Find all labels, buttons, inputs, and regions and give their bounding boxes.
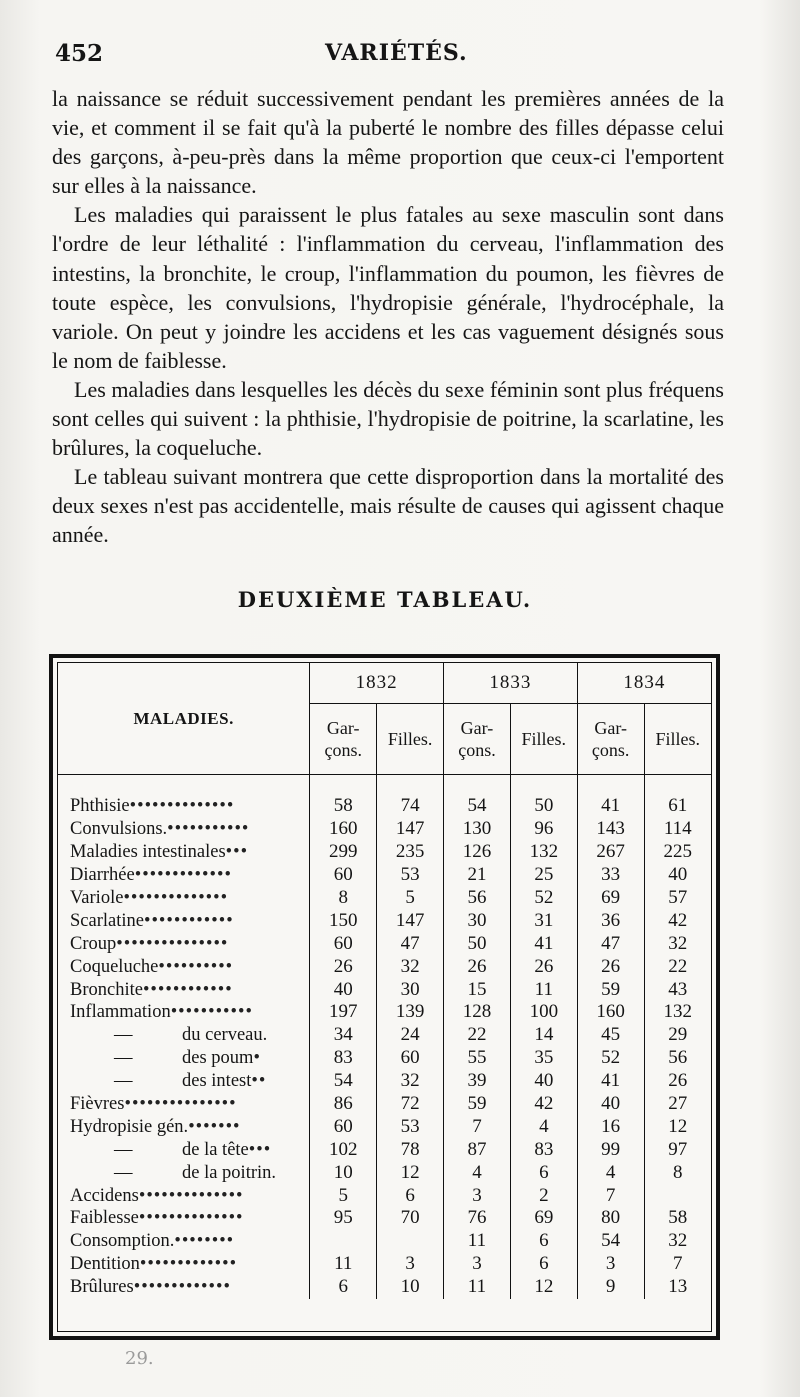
boys-count-cell: 87 [444,1138,511,1161]
disease-cell [58,818,310,841]
disease-label: Faiblesse [70,1208,139,1229]
boys-count-cell: 83 [310,1047,377,1070]
dot-leader: ••••••••••••••• [116,933,229,954]
mortality-table [58,663,711,1299]
boys-count-cell: 9 [577,1276,644,1299]
table-row [58,1024,711,1047]
girls-count-cell: 6 [510,1253,577,1276]
ditto-dash: — [114,1162,133,1183]
table-row [58,864,711,887]
disease-cell [58,1207,310,1230]
boys-header-line2: çons. [591,740,630,760]
dot-leader: ••• [225,842,249,863]
girls-count-cell: 132 [510,841,577,864]
girls-count-cell: 12 [510,1276,577,1299]
girls-count-cell: 42 [510,1093,577,1116]
girls-count-cell: 27 [644,1093,711,1116]
disease-label: Croup [70,933,117,954]
boys-header-line2: çons. [324,740,362,760]
dot-leader: ••••••••••••• [134,865,232,886]
boys-count-cell: 26 [444,955,511,978]
disease-label: Phthisie [70,796,130,817]
girls-count-cell: 26 [644,1070,711,1093]
girls-count-cell: 70 [377,1207,444,1230]
year-header-1832: 1832 [310,663,444,704]
girls-count-cell: 6 [510,1161,577,1184]
dot-leader: •••••••••••••• [129,796,235,817]
boys-count-cell: 60 [310,864,377,887]
dot-leader: •••••••••••••• [123,888,229,908]
boys-header-line1: Gar- [326,718,360,738]
girls-count-cell: 52 [510,887,577,910]
boys-count-cell: 99 [577,1138,644,1161]
girls-count-cell: 31 [510,909,577,932]
boys-count-cell: 54 [310,1070,377,1093]
boys-count-cell: 60 [310,1115,377,1138]
boys-count-cell: 76 [444,1207,511,1230]
disease-cell [58,887,310,910]
disease-cell [58,978,310,1001]
girls-count-cell: 32 [644,932,711,955]
boys-count-cell: 86 [310,1093,377,1116]
boys-count-cell: 15 [444,978,511,1001]
table-title: DEUXIÈME TABLEAU. [237,587,533,612]
girls-count-cell [644,1184,711,1207]
ditto-dash: — [114,1048,133,1069]
girls-count-cell: 78 [377,1138,444,1161]
girls-header: Filles. [377,704,444,775]
girls-header: Filles. [644,704,711,775]
dot-leader: •••••••••••••• [138,1208,244,1229]
girls-count-cell: 3 [377,1253,444,1276]
boys-count-cell: 59 [577,978,644,1001]
disease-label: Diarrhée [70,865,135,886]
girls-count-cell: 30 [377,978,444,1001]
page-number: 452 [55,40,104,67]
girls-count-cell: 50 [510,775,577,818]
boys-count-cell: 4 [444,1161,511,1184]
girls-count-cell: 6 [510,1230,577,1253]
girls-count-cell: 6 [377,1184,444,1207]
girls-count-cell: 25 [510,864,577,887]
table-row [58,978,711,1001]
boys-count-cell: 80 [577,1207,644,1230]
disease-cell [58,1230,310,1253]
table-row [58,1001,711,1024]
boys-count-cell: 59 [444,1093,511,1116]
table-body [58,775,711,1299]
girls-count-cell: 12 [644,1115,711,1138]
table-row [58,775,711,818]
disease-cell [58,841,310,864]
girls-count-cell: 60 [377,1047,444,1070]
disease-cell [58,1115,310,1138]
boys-count-cell: 56 [444,887,511,910]
table-row [58,887,711,910]
boys-count-cell: 21 [444,864,511,887]
boys-count-cell: 299 [310,841,377,864]
boys-count-cell: 55 [444,1047,511,1070]
dot-leader: • [253,1048,261,1069]
dot-leader: •••••••••••• [142,979,233,1000]
boys-count-cell: 50 [444,932,511,955]
boys-header [444,704,511,775]
girls-count-cell [377,1230,444,1253]
running-head [55,40,735,74]
girls-count-cell: 12 [377,1161,444,1184]
paragraph-3: Les maladies dans lesquelles les décès du sexe féminin sont plus fréquens sont celles qui suivent : la phthisie, l'hydropisie de poitrine, la scarlatine, les brûlures, la coqueluche. [52,376,724,461]
boys-header-line1: Gar- [460,718,494,738]
girls-count-cell: 83 [510,1138,577,1161]
boys-count-cell: 7 [444,1115,511,1138]
boys-count-cell: 39 [444,1070,511,1093]
girls-count-cell: 69 [510,1207,577,1230]
dot-leader: ••••••••••••• [133,1277,231,1298]
girls-count-cell: 5 [377,887,444,910]
girls-count-cell: 32 [377,1070,444,1093]
paragraph-4: Le tableau suivant montrera que cette disproportion dans la mortalité des deux sexes n'est pas accidentelle, mais résulte de causes qui agissent chaque année. [52,464,724,548]
table-row [58,932,711,955]
boys-count-cell: 130 [444,818,511,841]
boys-count-cell: 40 [577,1093,644,1116]
boys-count-cell [310,1230,377,1253]
boys-count-cell: 267 [577,841,644,864]
girls-count-cell: 32 [377,955,444,978]
girls-count-cell: 24 [377,1024,444,1047]
boys-count-cell: 3 [577,1253,644,1276]
disease-cell [58,909,310,932]
boys-count-cell: 3 [444,1184,511,1207]
disease-cell [58,955,310,978]
boys-count-cell: 54 [577,1230,644,1253]
dot-leader: •••••••••••••• [138,1185,244,1206]
boys-header-line2: çons. [458,740,496,760]
girls-count-cell: 97 [644,1138,711,1161]
boys-count-cell: 41 [577,1070,644,1093]
boys-count-cell: 128 [444,1001,511,1024]
dot-leader: ••••••••••• [170,1002,253,1023]
running-title: VARIÉTÉS. [325,40,468,66]
boys-count-cell: 6 [310,1276,377,1299]
ditto-dash: — [114,1025,133,1046]
disease-label: Fièvres [70,1094,125,1115]
table-row [58,1161,711,1184]
girls-count-cell: 10 [377,1276,444,1299]
boys-count-cell: 3 [444,1253,511,1276]
disease-label: Scarlatine [70,910,144,931]
table-row [58,1276,711,1299]
ditto-dash: — [114,1071,133,1092]
disease-cell [58,932,310,955]
disease-label: Bronchite [70,979,143,1000]
boys-count-cell: 126 [444,841,511,864]
disease-label: Inflammation [70,1002,171,1023]
girls-count-cell: 114 [644,818,711,841]
disease-cell [58,1161,310,1184]
boys-count-cell: 7 [577,1184,644,1207]
girls-count-cell: 40 [644,864,711,887]
table-row [58,1115,711,1138]
year-header-1834: 1834 [577,663,711,704]
table-row [58,1093,711,1116]
disease-label: de la tête [182,1139,249,1160]
boys-count-cell: 11 [310,1253,377,1276]
boys-count-cell: 41 [577,775,644,818]
disease-label: Coqueluche [70,956,159,977]
disease-label: Convulsions. [70,819,168,840]
girls-count-cell: 7 [644,1253,711,1276]
disease-cell [58,1138,310,1161]
dot-leader: •••••••••••• [143,910,234,931]
girls-count-cell: 132 [644,1001,711,1024]
girls-count-cell: 57 [644,887,711,910]
girls-count-cell: 147 [377,818,444,841]
disease-cell [58,1253,310,1276]
girls-count-cell: 29 [644,1024,711,1047]
boys-count-cell: 33 [577,864,644,887]
disease-cell [58,1070,310,1093]
dot-leader: ••• [248,1139,272,1160]
boys-header [577,704,644,775]
maladies-header: MALADIES. [58,663,310,775]
ditto-dash: — [114,1139,133,1160]
boys-count-cell: 95 [310,1207,377,1230]
disease-label: Variole [70,888,124,908]
disease-label: de la poitrin. [182,1162,277,1183]
disease-label: des poum [182,1048,254,1069]
boys-count-cell: 11 [444,1276,511,1299]
disease-cell [58,864,310,887]
table-row [58,1138,711,1161]
girls-count-cell: 225 [644,841,711,864]
boys-count-cell: 40 [310,978,377,1001]
boys-count-cell: 52 [577,1047,644,1070]
boys-count-cell: 26 [310,955,377,978]
boys-count-cell: 160 [577,1001,644,1024]
girls-count-cell: 147 [377,909,444,932]
mortality-table-inner [57,662,712,1332]
girls-count-cell: 56 [644,1047,711,1070]
table-row [58,909,711,932]
boys-count-cell: 5 [310,1184,377,1207]
disease-cell [58,775,310,818]
disease-cell [58,1047,310,1070]
disease-label: des intest [182,1071,252,1092]
boys-count-cell: 150 [310,909,377,932]
boys-count-cell: 30 [444,909,511,932]
disease-cell [58,1276,310,1299]
boys-count-cell: 69 [577,887,644,910]
boys-count-cell: 22 [444,1024,511,1047]
table-row [58,1070,711,1093]
disease-cell [58,1024,310,1047]
girls-count-cell: 35 [510,1047,577,1070]
dot-leader: •••••••• [174,1231,235,1252]
dot-leader: •• [251,1071,267,1092]
signature-mark: 29. [125,1348,154,1369]
boys-count-cell: 10 [310,1161,377,1184]
dot-leader: ••••••••••••• [139,1254,238,1275]
disease-cell [58,1093,310,1116]
girls-count-cell: 42 [644,909,711,932]
dot-leader: ••••••••••• [167,819,250,840]
girls-count-cell: 8 [644,1161,711,1184]
girls-count-cell: 40 [510,1070,577,1093]
boys-count-cell: 4 [577,1161,644,1184]
mortality-table-frame [49,654,720,1340]
paragraph-2: Les maladies qui paraissent le plus fatales au sexe masculin sont dans l'ordre de leur léthalité : l'inflammation du cerveau, l'inflammation des intestins, la bronchite, le croup, l'inflammation du poumon, les fièvres de toute espèce, les convulsions, l'hydropisie générale, l'hydrocéphale, la variole. On peut y joindre les accidens et les cas vaguement désignés sous le nom de faiblesse. [52,202,724,373]
dot-leader: ••••••• [188,1116,241,1137]
body-text [52,84,724,550]
girls-count-cell: 41 [510,932,577,955]
girls-count-cell: 32 [644,1230,711,1253]
girls-count-cell: 53 [377,1115,444,1138]
boys-count-cell: 54 [444,775,511,818]
boys-count-cell: 45 [577,1024,644,1047]
girls-count-cell: 26 [510,955,577,978]
boys-count-cell: 36 [577,909,644,932]
paragraph-1: la naissance se réduit successivement pendant les premières années de la vie, et comment il se fait qu'à la puberté le nombre des filles dépasse celui des garçons, à-peu-près dans la même proportion que ceux-ci l'emportent sur elles à la naissance. [52,86,724,199]
table-row [58,841,711,864]
girls-header: Filles. [510,704,577,775]
disease-label: Hydropisie gén. [70,1116,189,1137]
table-row [58,1253,711,1276]
disease-label: du cerveau. [182,1025,268,1046]
girls-count-cell: 139 [377,1001,444,1024]
boys-header-line1: Gar- [594,718,627,738]
boys-count-cell: 160 [310,818,377,841]
girls-count-cell: 47 [377,932,444,955]
table-row [58,818,711,841]
disease-label: Dentition [70,1254,140,1275]
girls-count-cell: 2 [510,1184,577,1207]
girls-count-cell: 22 [644,955,711,978]
table-row [58,955,711,978]
girls-count-cell: 58 [644,1207,711,1230]
table-row [58,1207,711,1230]
girls-count-cell: 14 [510,1024,577,1047]
disease-cell [58,1184,310,1207]
year-header-1833: 1833 [444,663,578,704]
dot-leader: •••••••••• [158,956,234,977]
boys-count-cell: 8 [310,887,377,910]
boys-count-cell: 26 [577,955,644,978]
girls-count-cell: 61 [644,775,711,818]
girls-count-cell: 43 [644,978,711,1001]
boys-count-cell: 60 [310,932,377,955]
girls-count-cell: 235 [377,841,444,864]
girls-count-cell: 72 [377,1093,444,1116]
boys-count-cell: 16 [577,1115,644,1138]
table-row [58,1184,711,1207]
boys-count-cell: 58 [310,775,377,818]
disease-label: Maladies intestinales [70,842,226,863]
girls-count-cell: 96 [510,818,577,841]
dot-leader: ••••••••••••••• [124,1094,237,1115]
boys-count-cell: 47 [577,932,644,955]
boys-count-cell: 197 [310,1001,377,1024]
disease-label: Brûlures [70,1277,134,1298]
girls-count-cell: 13 [644,1276,711,1299]
disease-label: Consomption. [70,1231,175,1252]
table-row [58,1230,711,1253]
table-row [58,1047,711,1070]
disease-label: Accidens [70,1185,139,1206]
boys-count-cell: 102 [310,1138,377,1161]
boys-count-cell: 34 [310,1024,377,1047]
boys-count-cell: 11 [444,1230,511,1253]
disease-cell [58,1001,310,1024]
boys-header [310,704,377,775]
girls-count-cell: 11 [510,978,577,1001]
girls-count-cell: 4 [510,1115,577,1138]
girls-count-cell: 74 [377,775,444,818]
girls-count-cell: 100 [510,1001,577,1024]
girls-count-cell: 53 [377,864,444,887]
boys-count-cell: 143 [577,818,644,841]
